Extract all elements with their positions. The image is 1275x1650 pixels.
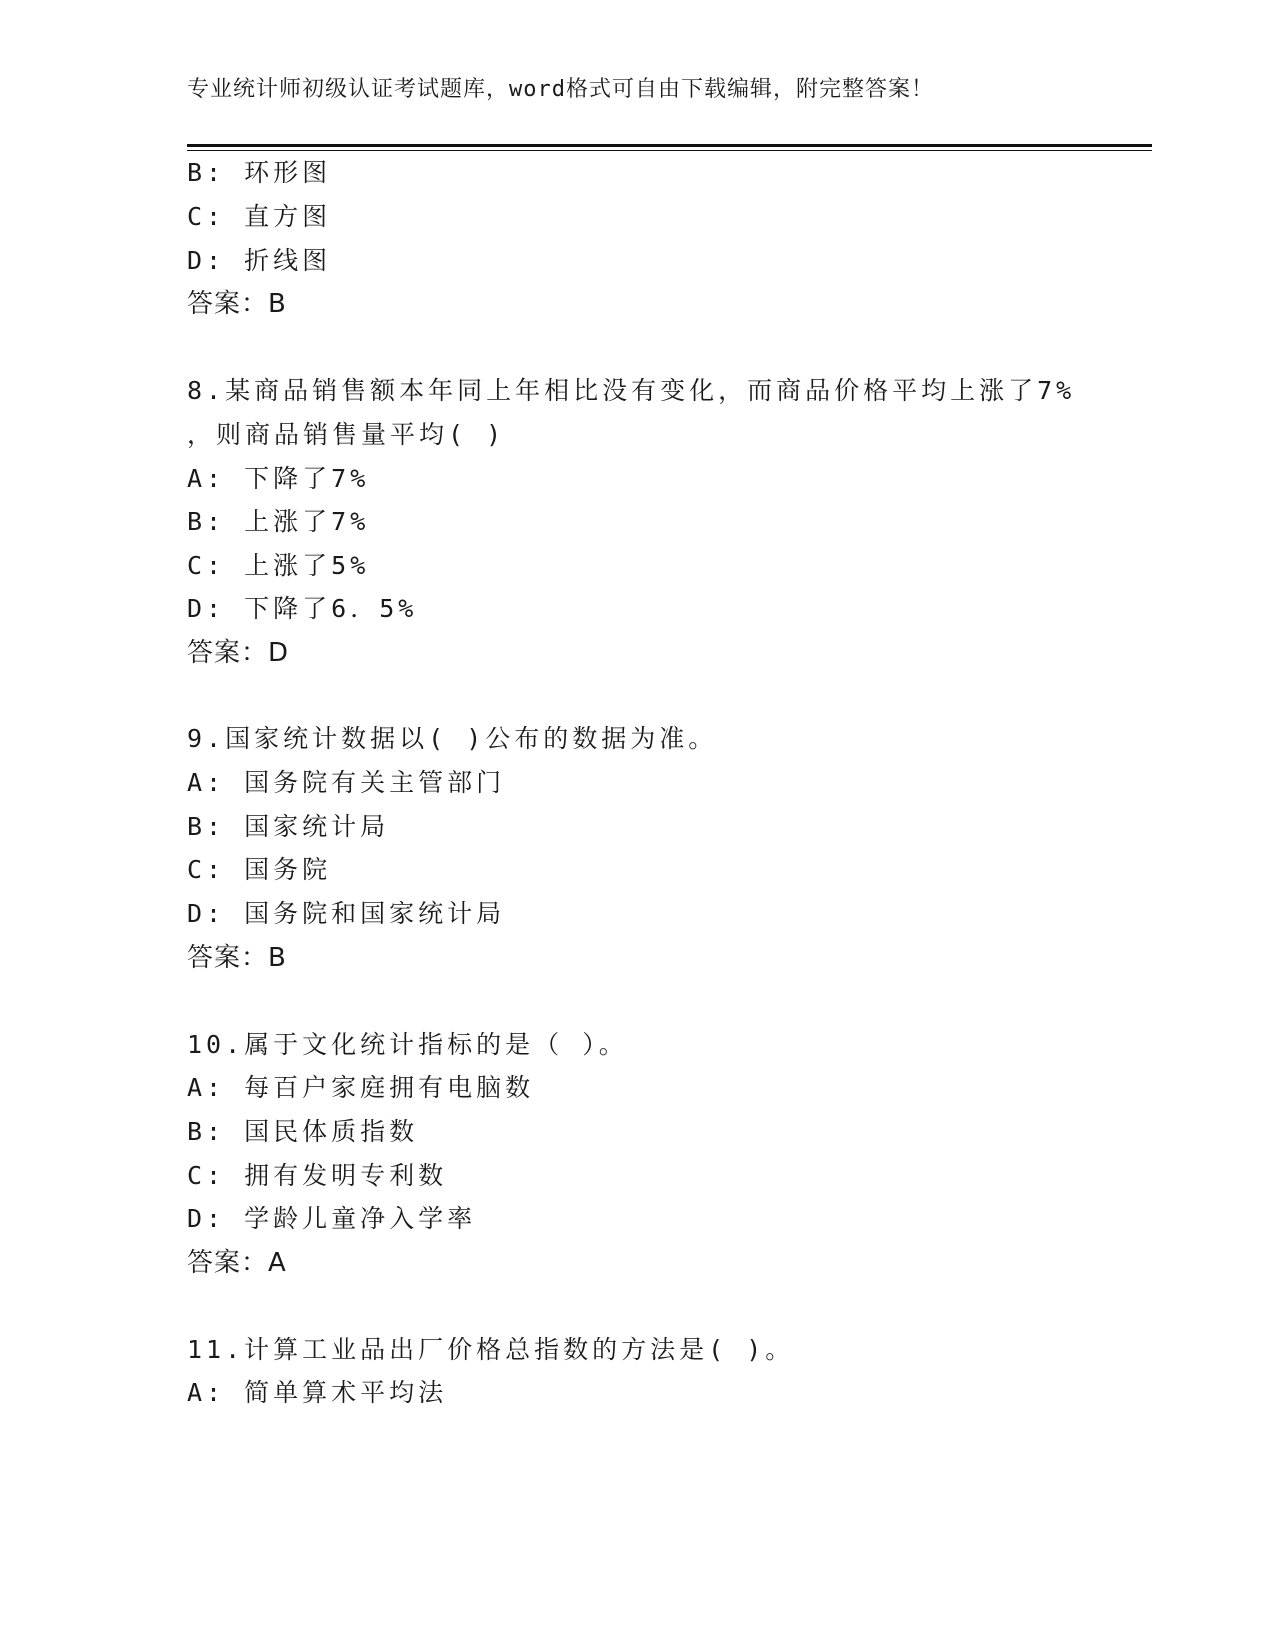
q11-stem: 11.计算工业品出厂价格总指数的方法是( )。	[187, 1335, 795, 1364]
q10-option-d: D: 学龄儿童净入学率	[187, 1204, 477, 1233]
q10-option-a: A: 每百户家庭拥有电脑数	[187, 1073, 535, 1102]
q10-option-b: B: 国民体质指数	[187, 1117, 419, 1146]
q10-option-c: C: 拥有发明专利数	[187, 1161, 448, 1190]
q10-stem: 10.属于文化统计指标的是（ ）。	[187, 1030, 628, 1059]
page-header: 专业统计师初级认证考试题库，word格式可自由下载编辑，附完整答案！	[187, 77, 934, 102]
q11-option-a: A: 简单算术平均法	[187, 1378, 448, 1407]
q8-stem-line2: ，则商品销售量平均( )	[187, 420, 506, 449]
q10-answer: 答案：A	[187, 1248, 287, 1278]
q8-option-a: A: 下降了7%	[187, 464, 370, 493]
q9-stem: 9.国家统计数据以( )公布的数据为准。	[187, 724, 718, 753]
q9-option-b: B: 国家统计局	[187, 812, 390, 841]
q8-option-c: C: 上涨了5%	[187, 551, 370, 580]
q7-option-c: C: 直方图	[187, 202, 332, 231]
q8-option-b: B: 上涨了7%	[187, 507, 370, 536]
q7-option-d: D: 折线图	[187, 246, 332, 275]
q8-stem-line1: 8.某商品销售额本年同上年相比没有变化，而商品价格平均上涨了7%	[187, 376, 1076, 405]
q9-option-c: C: 国务院	[187, 855, 332, 884]
q9-option-d: D: 国务院和国家统计局	[187, 899, 506, 928]
q8-answer: 答案：D	[187, 638, 290, 668]
q9-answer: 答案：B	[187, 943, 287, 973]
q7-answer: 答案：B	[187, 289, 287, 319]
q8-option-d: D: 下降了6．5%	[187, 594, 418, 623]
q7-option-b: B: 环形图	[187, 158, 332, 187]
q9-option-a: A: 国务院有关主管部门	[187, 768, 506, 797]
header-rule-thin	[187, 150, 1152, 151]
header-rule-thick	[187, 144, 1152, 147]
